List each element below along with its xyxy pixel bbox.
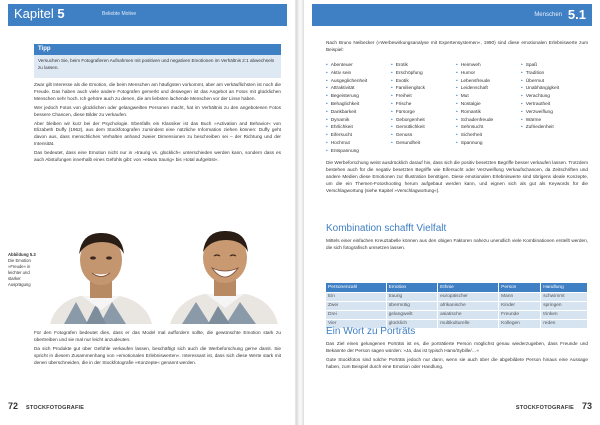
table-header: Emotion — [386, 283, 438, 292]
list-item: • Nostalgie — [456, 101, 521, 109]
paragraph: Aber bleiben wir kurz bei der Psychologie. Ebenfalls ein Klassiker ist das Buch »Activation and Behavior« von Elizabeth Duffy (1962), aus dem Stockfotografen zumindest eine nützliche Information ziehen können: Duffy geht davon aus, dass menschliches Verhalten anhand zweier Dimensionen zu beschreiben sei – der Richtung und der Intensität. — [34, 120, 281, 147]
list-item: • Familienglück — [391, 85, 456, 93]
table-header-row — [326, 283, 588, 292]
list-item: • Frische — [391, 101, 456, 109]
list-item: • Gesundheit — [391, 140, 456, 148]
list-item: • Aktiv sein — [326, 70, 391, 78]
table-cell: trinken — [541, 310, 588, 319]
list-item: • Dankbarkeit — [326, 109, 391, 117]
list-item: • Ehrlichkeit — [326, 124, 391, 132]
list-item: • Behaglichkeit — [326, 101, 391, 109]
list-item: • Übermut — [521, 78, 586, 86]
list-column — [391, 62, 456, 156]
paragraph: Für den Fotografen bedeutet dies, dass er das Model mal auffordern sollte, die gewünschte Emotion stark zu übertreiben und sie mal nur leicht anzudeuten. — [34, 330, 281, 342]
table-cell: reden — [541, 319, 588, 328]
list-item: • Erschöpfung — [391, 70, 456, 78]
list-item: • Leidenschaft — [456, 85, 521, 93]
table-header: Person — [499, 283, 541, 292]
body-text-bottom — [34, 330, 281, 369]
section-number: 5.1 — [567, 7, 586, 22]
list-item: • Entspannung — [326, 148, 391, 156]
list-item: • Vertrautheit — [521, 101, 586, 109]
caption-body: Die Emotion »Freude« in leichter und starker Ausprägung — [8, 258, 31, 287]
figure-smiling-men-photo — [46, 224, 278, 324]
paragraph: Wer jedoch Fotos von glücklichen oder gelangweilten Personen macht, hat im Verhältnis zu den angebotenen Fotos bessere Chancen, diese Bilder zu verkaufen. — [34, 104, 281, 117]
table-cell: Ein — [326, 292, 386, 301]
list-item: • Unabhängigkeit — [521, 85, 586, 93]
left-page — [0, 0, 296, 425]
list-item: • Attraktivität — [326, 85, 391, 93]
book-gutter — [296, 0, 304, 425]
list-item: • Verachtung — [521, 93, 586, 101]
table-cell: Zwei — [326, 301, 386, 310]
figure-caption — [8, 252, 42, 288]
list-item: • Zufriedenheit — [521, 124, 586, 132]
page-number: 73 — [581, 401, 592, 411]
book-title: STOCKFOTOGRAFIE — [515, 405, 574, 411]
paragraph: Das bedeutet, dass eine Emotion nicht nur in »traurig vs. glücklich« unterschieden werden kann, sondern dass es auch Abstufungen innerhalb eines Gefühls gibt: von »etwas traurig« bis »total aufgelöst«. — [34, 150, 281, 163]
body-text-research — [326, 160, 588, 197]
section-header — [312, 4, 592, 26]
table-cell: glücklich — [386, 319, 438, 328]
paragraph: Da sich Produkte gut über Gefühle verkaufen lassen, beschäftigt sich auch die Werbeforschung gerne damit. Sie spricht in diesem Zusammenhang von »emotionalen Erlebniswerten«. Interessant ist, dass sich diese Werte stark mit denen überschneiden, die in der Stockfotografie »Konzepte« genannt werden. — [34, 345, 281, 365]
heading-combination: Kombination schafft Vielfalt — [326, 223, 447, 234]
chapter-title: Kapitel 5 — [14, 6, 65, 21]
portrait-slight-smile — [50, 233, 152, 324]
table-cell: traurig — [386, 292, 438, 301]
body-text-top — [34, 82, 281, 166]
list-column — [521, 62, 586, 156]
paragraph: Nach Bruno Neibecker (»Werbewirkungsanalyse mit Expertensystemen«, 1990) sind diese emotionalen Erlebniswerte zum Beispiel: — [326, 40, 588, 52]
intro-text — [326, 40, 588, 56]
paragraph: Die Werbeforschung weist ausdrücklich darauf hin, dass sich die positiv besetzten Begriffe besser verkaufen lassen. Trotzdem bestehen auch für die negativ besetzten Begriffe wie Eifersucht oder Verzweiflung Verkaufschancen, da Zeitschriften und andere Medien diese Emotionen zur Illustration benötigen. Diese emotionalen Erlebniswerte sind übrigens ideale Konzepte, um die ein Themen-Fotoshooting herum aufgebaut werden kann, und eignen sich als gut als Keywords für die Verschlagwortung (siehe Kapitel »Verschlagwortung«). — [326, 160, 588, 193]
right-page — [304, 0, 600, 425]
paragraph: Zwar gilt Interesse als die Emotion, die beim Menschen am häufigsten vorkommt, aber am verkäuflichsten ist noch die Freude. Das haben auch viele andere Fotografen gemerkt und deswegen ist das Angebot an Fotos mit glücklichen Menschen sehr hoch. Ich gehöre auch zu denen, die am liebsten lachende Menschen vor der Linse haben. — [34, 82, 281, 101]
body-text-combination — [326, 238, 588, 254]
chapter-header — [8, 4, 287, 26]
list-item: • Dynamik — [326, 117, 391, 125]
table-cell: übermütig — [386, 301, 438, 310]
table-cell: springen — [541, 301, 588, 310]
list-column — [456, 62, 521, 156]
tip-title: Tipp — [34, 44, 281, 55]
table-cell: europäischer — [438, 292, 499, 301]
table-cell: Freunde — [499, 310, 541, 319]
list-item: • Romantik — [456, 109, 521, 117]
table-cell: gelangweilt — [386, 310, 438, 319]
paragraph: Das Ziel eines gelungenen Porträts ist es, die porträtierte Person möglichst genau wiederzugeben, dass Freunde und Bekannte der Person sagen würden: »Ja, das ist typisch Hans/Sybille/…« — [326, 341, 588, 353]
heading-portraits: Ein Wort zu Porträts — [326, 326, 416, 337]
list-item: • Abenteuer — [326, 62, 391, 70]
table-header: Personenzahl — [326, 283, 386, 292]
table-row — [326, 292, 588, 301]
list-item: • Lebensfreude — [456, 78, 521, 86]
table-cell: asiatische — [438, 310, 499, 319]
list-item: • Hochmut — [326, 140, 391, 148]
tip-box — [34, 44, 281, 78]
list-item: • Begeisterung — [326, 93, 391, 101]
list-item: • Ausgeglichenheit — [326, 78, 391, 86]
table-cell: Drei — [326, 310, 386, 319]
list-item: • Mut — [456, 93, 521, 101]
book-title: STOCKFOTOGRAFIE — [26, 405, 85, 411]
list-item: • Gemütlichkeit — [391, 124, 456, 132]
table-cell: afrikanische — [438, 301, 499, 310]
table-cell: Kollegen — [499, 319, 541, 328]
tip-body: Versuchen Sie, beim Fotografieren Aufnahmen mit positiven und negativen Emotionen im Verhältnis 2:1 abwechseln zu lassen. — [38, 58, 275, 70]
list-item: • Humor — [456, 70, 521, 78]
list-item: • Spaß — [521, 62, 586, 70]
list-column — [326, 62, 391, 156]
list-item: • Schadenfreude — [456, 117, 521, 125]
list-item: • Sehnsucht — [456, 124, 521, 132]
list-item: • Verzweiflung — [521, 109, 586, 117]
table-cell: Mann — [499, 292, 541, 301]
combination-table — [326, 283, 588, 328]
body-text-portraits — [326, 341, 588, 373]
chapter-subtitle: Beliebte Motive — [102, 11, 137, 17]
table-row — [326, 301, 588, 310]
list-item: • Eifersucht — [326, 132, 391, 140]
list-item: • Wärme — [521, 117, 586, 125]
table-header: Handlung — [541, 283, 588, 292]
table-cell: schwimmt — [541, 292, 588, 301]
paragraph: Mittels einer einfachen Kreuztabelle können aus den obigen Faktoren nahezu unendlich viele Kombinationen erstellt werden, die sich fotografisch umsetzen lassen. — [326, 238, 588, 250]
portrait-broad-laugh — [170, 231, 278, 324]
caption-title: Abbildung 5.3 — [8, 252, 36, 257]
footer-right — [516, 401, 592, 411]
list-item: • Exotik — [391, 78, 456, 86]
table-cell: Kinder — [499, 301, 541, 310]
list-item: • Genuss — [391, 132, 456, 140]
page-number: 72 — [8, 401, 19, 411]
list-item: • Fürsorge — [391, 109, 456, 117]
list-item: • Erotik — [391, 62, 456, 70]
list-item: • Heimweh — [456, 62, 521, 70]
table-cell: Vier — [326, 319, 386, 328]
list-item: • Spannung — [456, 140, 521, 148]
paragraph: Gute Stockfotos sind solche Porträts jedoch nur dann, wenn sie auch über die abgebildete Person hinaus eine Aussage haben, zum Beispiel durch eine Emotion oder Handlung. — [326, 356, 588, 369]
table-row — [326, 310, 588, 319]
list-item: • Tradition — [521, 70, 586, 78]
section-label: Menschen — [534, 12, 562, 18]
list-item: • Geborgenheit — [391, 117, 456, 125]
footer-left — [8, 401, 84, 411]
list-item: • Sicherheit — [456, 132, 521, 140]
list-item: • Freiheit — [391, 93, 456, 101]
emotion-values-list — [326, 62, 588, 156]
table-header: Ethnie — [438, 283, 499, 292]
table-cell: multikulturelle — [438, 319, 499, 328]
